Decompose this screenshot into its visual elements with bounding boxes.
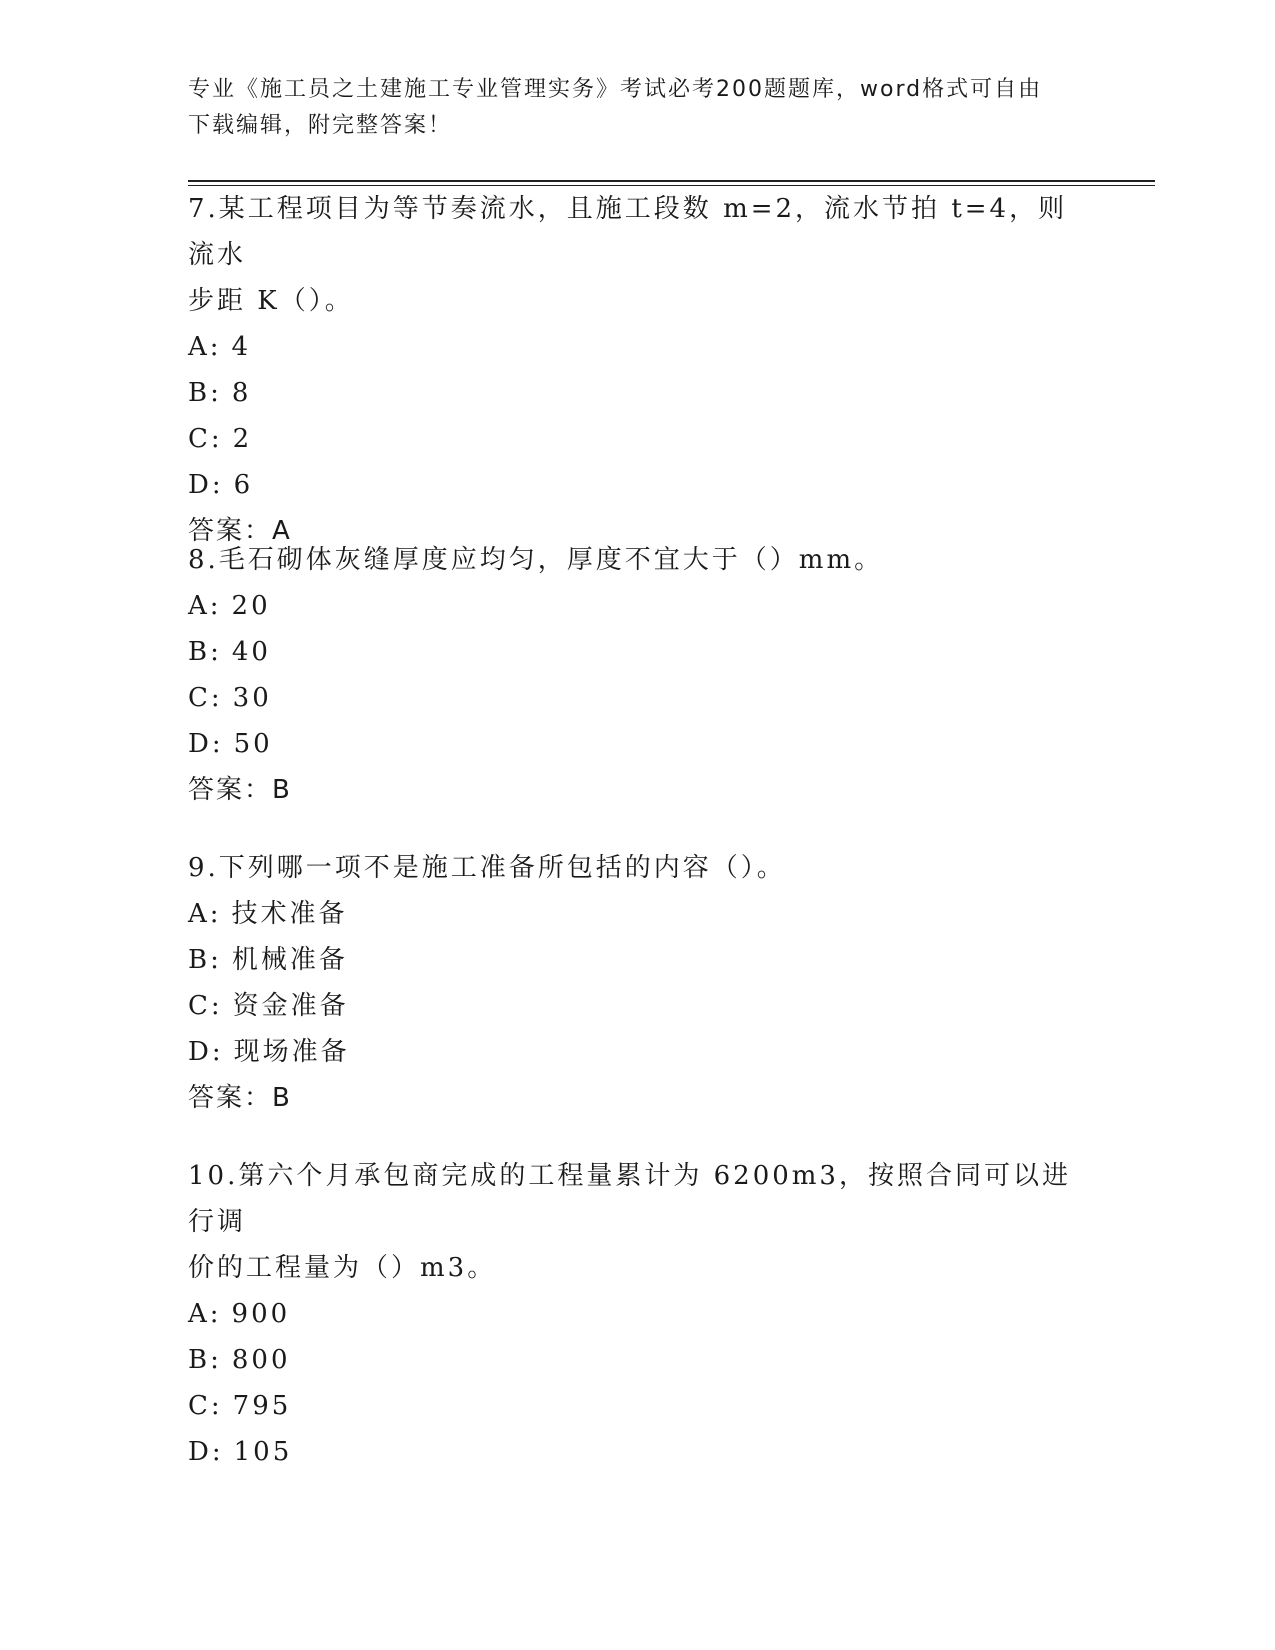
option-letter: A: <box>188 1299 222 1329</box>
option-c <box>188 675 1088 721</box>
question-stem-line-1: 10.第六个月承包商完成的工程量累计为 6200m3，按照合同可以进行调 <box>188 1161 1071 1237</box>
option-text: 4 <box>231 332 252 362</box>
option-text: 795 <box>232 1391 292 1421</box>
option-text: 900 <box>231 1299 291 1329</box>
option-text: 8 <box>231 378 252 408</box>
option-letter: B: <box>188 945 222 975</box>
option-c <box>188 1383 1088 1429</box>
option-d <box>188 721 1088 767</box>
option-text: 资金准备 <box>232 991 349 1021</box>
option-letter: A: <box>188 591 222 621</box>
option-a <box>188 1291 1088 1337</box>
option-text: 105 <box>233 1437 293 1467</box>
option-letter: C: <box>188 424 223 454</box>
option-text: 40 <box>231 637 271 667</box>
option-d <box>188 1429 1088 1475</box>
option-letter: B: <box>188 378 222 408</box>
header-line-1: 专业《施工员之土建施工专业管理实务》考试必考200题题库，word格式可自由 <box>188 77 1043 102</box>
option-letter: B: <box>188 637 222 667</box>
option-d <box>188 1029 1088 1075</box>
option-letter: D: <box>188 1437 224 1467</box>
option-text: 800 <box>231 1345 291 1375</box>
option-letter: D: <box>188 1037 224 1067</box>
option-b <box>188 629 1088 675</box>
question-stem-line-2: 步距 K（）。 <box>188 286 354 316</box>
option-text: 技术准备 <box>231 899 348 929</box>
answer-line: 答案：B <box>188 775 292 805</box>
answer-line: 答案：A <box>188 516 292 546</box>
option-text: 机械准备 <box>231 945 348 975</box>
option-d <box>188 462 1088 508</box>
option-text: 2 <box>232 424 253 454</box>
question-stem-line-1: 8.毛石砌体灰缝厚度应均匀，厚度不宜大于（）mm。 <box>188 545 884 575</box>
header-rule-thick <box>188 180 1155 182</box>
option-a <box>188 891 1088 937</box>
question-stem-line-1: 9.下列哪一项不是施工准备所包括的内容（）。 <box>188 853 786 883</box>
option-b <box>188 370 1088 416</box>
option-letter: A: <box>188 332 222 362</box>
option-letter: A: <box>188 899 222 929</box>
option-text: 30 <box>232 683 272 713</box>
question-stem-line-2: 价的工程量为（）m3。 <box>188 1253 497 1283</box>
question-8 <box>188 537 1088 813</box>
header-line-2: 下载编辑，附完整答案！ <box>188 113 453 138</box>
option-b <box>188 1337 1088 1383</box>
option-c <box>188 416 1088 462</box>
option-b <box>188 937 1088 983</box>
option-letter: D: <box>188 729 224 759</box>
question-stem-line-1: 7.某工程项目为等节奏流水，且施工段数 m=2，流水节拍 t=4，则流水 <box>188 194 1068 270</box>
question-9 <box>188 845 1088 1121</box>
option-letter: B: <box>188 1345 222 1375</box>
document-header <box>188 72 1088 144</box>
option-text: 50 <box>233 729 273 759</box>
answer-line: 答案：B <box>188 1083 292 1113</box>
option-text: 20 <box>231 591 271 621</box>
option-c <box>188 983 1088 1029</box>
question-10 <box>188 1153 1088 1475</box>
option-a <box>188 583 1088 629</box>
question-7 <box>188 186 1088 554</box>
option-text: 6 <box>233 470 254 500</box>
option-letter: D: <box>188 470 224 500</box>
option-letter: C: <box>188 1391 223 1421</box>
option-text: 现场准备 <box>233 1037 350 1067</box>
option-a <box>188 324 1088 370</box>
option-letter: C: <box>188 683 223 713</box>
option-letter: C: <box>188 991 223 1021</box>
